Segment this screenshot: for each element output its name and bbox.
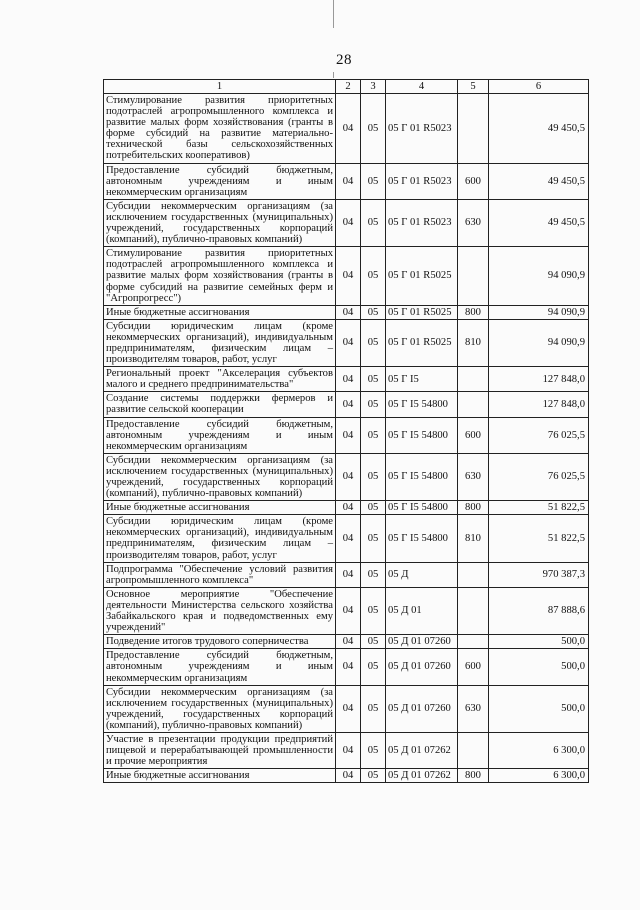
budget-table [103, 79, 589, 783]
row-target-article: 05 Г I5 54800 [386, 417, 458, 453]
row-section-code: 04 [336, 453, 361, 500]
row-amount: 49 450,5 [489, 163, 589, 199]
row-subsection-code: 05 [361, 199, 386, 246]
row-expense-type [458, 247, 489, 305]
table-row [104, 417, 589, 453]
row-section-code: 04 [336, 163, 361, 199]
row-target-article: 05 Д [386, 562, 458, 587]
table-row [104, 769, 589, 783]
row-subsection-code: 05 [361, 587, 386, 634]
row-section-code: 04 [336, 199, 361, 246]
row-amount: 49 450,5 [489, 199, 589, 246]
row-expense-type: 800 [458, 769, 489, 783]
table-body [104, 80, 589, 783]
row-expense-type [458, 562, 489, 587]
row-amount: 94 090,9 [489, 319, 589, 366]
row-expense-type: 800 [458, 305, 489, 319]
row-description: Иные бюджетные ассигнования [104, 769, 336, 783]
row-description: Субсидии некоммерческим организациям (за исключением государственных (муниципальных) учреждений, государственных корпораций (компаний), публично-правовых компаний) [104, 199, 336, 246]
row-section-code: 04 [336, 769, 361, 783]
row-description: Субсидии юридическим лицам (кроме некоммерческих организаций), индивидуальным предпринимателям, физическим лицам – производителям товаров, работ, услуг [104, 319, 336, 366]
row-expense-type [458, 94, 489, 164]
table-row [104, 392, 589, 417]
row-description: Стимулирование развития приоритетных подотраслей агропромышленного комплекса и развитие малых форм хозяйствования (гранты в форме субсидий на развитие семейных ферм и "Агропрогресс") [104, 247, 336, 305]
row-amount: 51 822,5 [489, 501, 589, 515]
row-subsection-code: 05 [361, 247, 386, 305]
row-subsection-code: 05 [361, 305, 386, 319]
row-subsection-code: 05 [361, 367, 386, 392]
table-row [104, 163, 589, 199]
table-row [104, 635, 589, 649]
row-target-article: 05 Г 01 R5025 [386, 247, 458, 305]
row-expense-type [458, 587, 489, 634]
table-row [104, 453, 589, 500]
row-section-code: 04 [336, 562, 361, 587]
row-description: Предоставление субсидий бюджетным, автономным учреждениям и иным некоммерческим организациям [104, 649, 336, 685]
row-amount: 94 090,9 [489, 305, 589, 319]
row-description: Подведение итогов трудового соперничества [104, 635, 336, 649]
row-amount: 51 822,5 [489, 515, 589, 562]
table-header-row [104, 80, 589, 94]
row-amount: 76 025,5 [489, 417, 589, 453]
table-row [104, 199, 589, 246]
table-row [104, 649, 589, 685]
row-section-code: 04 [336, 417, 361, 453]
table-row [104, 732, 589, 768]
row-section-code: 04 [336, 392, 361, 417]
table-row [104, 367, 589, 392]
row-section-code: 04 [336, 305, 361, 319]
row-section-code: 04 [336, 649, 361, 685]
row-target-article: 05 Г I5 54800 [386, 453, 458, 500]
column-header-4: 4 [386, 80, 458, 94]
row-section-code: 04 [336, 635, 361, 649]
row-amount: 127 848,0 [489, 367, 589, 392]
row-expense-type: 630 [458, 453, 489, 500]
row-description: Региональный проект "Акселерация субъектов малого и среднего предпринимательства" [104, 367, 336, 392]
row-subsection-code: 05 [361, 685, 386, 732]
row-amount: 127 848,0 [489, 392, 589, 417]
row-description: Основное мероприятие "Обеспечение деятельности Министерства сельского хозяйства Забайкальского края и подведомственных ему учреждений" [104, 587, 336, 634]
table-row [104, 562, 589, 587]
row-description: Субсидии некоммерческим организациям (за исключением государственных (муниципальных) учреждений, государственных корпораций (компаний), публично-правовых компаний) [104, 453, 336, 500]
row-description: Субсидии юридическим лицам (кроме некоммерческих организаций), индивидуальным предпринимателям, физическим лицам – производителям товаров, работ, услуг [104, 515, 336, 562]
row-amount: 500,0 [489, 685, 589, 732]
row-section-code: 04 [336, 515, 361, 562]
row-description: Участие в презентации продукции предприятий пищевой и перерабатывающей промышленности и прочие мероприятия [104, 732, 336, 768]
row-section-code: 04 [336, 732, 361, 768]
row-section-code: 04 [336, 319, 361, 366]
row-amount: 970 387,3 [489, 562, 589, 587]
table-row [104, 685, 589, 732]
row-subsection-code: 05 [361, 649, 386, 685]
row-target-article: 05 Д 01 07260 [386, 685, 458, 732]
row-subsection-code: 05 [361, 769, 386, 783]
row-description: Субсидии некоммерческим организациям (за исключением государственных (муниципальных) учреждений, государственных корпораций (компаний), публично-правовых компаний) [104, 685, 336, 732]
row-amount: 94 090,9 [489, 247, 589, 305]
row-amount: 76 025,5 [489, 453, 589, 500]
page-number: 28 [336, 52, 352, 68]
table-row [104, 501, 589, 515]
row-target-article: 05 Г I5 54800 [386, 392, 458, 417]
column-header-1: 1 [104, 80, 336, 94]
row-target-article: 05 Д 01 07262 [386, 732, 458, 768]
row-subsection-code: 05 [361, 732, 386, 768]
row-target-article: 05 Г I5 54800 [386, 501, 458, 515]
row-subsection-code: 05 [361, 417, 386, 453]
row-target-article: 05 Д 01 07262 [386, 769, 458, 783]
row-expense-type [458, 732, 489, 768]
table-row [104, 587, 589, 634]
row-description: Подпрограмма "Обеспечение условий развития агропромышленного комплекса" [104, 562, 336, 587]
row-subsection-code: 05 [361, 562, 386, 587]
row-subsection-code: 05 [361, 501, 386, 515]
row-section-code: 04 [336, 367, 361, 392]
table-row [104, 94, 589, 164]
table-row [104, 305, 589, 319]
column-header-5: 5 [458, 80, 489, 94]
binding-mark [333, 72, 334, 78]
row-amount: 6 300,0 [489, 732, 589, 768]
row-target-article: 05 Г I5 [386, 367, 458, 392]
row-description: Создание системы поддержки фермеров и развитие сельской кооперации [104, 392, 336, 417]
row-expense-type: 600 [458, 649, 489, 685]
column-header-3: 3 [361, 80, 386, 94]
row-amount: 49 450,5 [489, 94, 589, 164]
row-target-article: 05 Д 01 07260 [386, 649, 458, 685]
row-expense-type [458, 367, 489, 392]
row-amount: 6 300,0 [489, 769, 589, 783]
row-subsection-code: 05 [361, 392, 386, 417]
row-description: Предоставление субсидий бюджетным, автономным учреждениям и иным некоммерческим организациям [104, 163, 336, 199]
row-expense-type [458, 392, 489, 417]
row-target-article: 05 Г 01 R5023 [386, 163, 458, 199]
row-target-article: 05 Г 01 R5025 [386, 319, 458, 366]
row-expense-type [458, 635, 489, 649]
row-target-article: 05 Д 01 [386, 587, 458, 634]
row-subsection-code: 05 [361, 163, 386, 199]
row-target-article: 05 Г I5 54800 [386, 515, 458, 562]
binding-mark [333, 0, 334, 28]
row-expense-type: 810 [458, 319, 489, 366]
row-description: Предоставление субсидий бюджетным, автономным учреждениям и иным некоммерческим организациям [104, 417, 336, 453]
row-target-article: 05 Г 01 R5023 [386, 94, 458, 164]
row-expense-type: 600 [458, 163, 489, 199]
row-section-code: 04 [336, 247, 361, 305]
row-section-code: 04 [336, 587, 361, 634]
row-target-article: 05 Г 01 R5023 [386, 199, 458, 246]
row-description: Иные бюджетные ассигнования [104, 305, 336, 319]
row-section-code: 04 [336, 685, 361, 732]
column-header-6: 6 [489, 80, 589, 94]
row-target-article: 05 Г 01 R5025 [386, 305, 458, 319]
row-amount: 500,0 [489, 635, 589, 649]
row-section-code: 04 [336, 94, 361, 164]
row-expense-type: 630 [458, 199, 489, 246]
row-amount: 500,0 [489, 649, 589, 685]
row-description: Стимулирование развития приоритетных подотраслей агропромышленного комплекса и развитие малых форм хозяйствования (гранты в форме субсидий на развитие материально-технической базы сельскохозяйственных потребительских кооперативов) [104, 94, 336, 164]
row-subsection-code: 05 [361, 635, 386, 649]
row-expense-type: 630 [458, 685, 489, 732]
row-amount: 87 888,6 [489, 587, 589, 634]
row-expense-type: 600 [458, 417, 489, 453]
row-subsection-code: 05 [361, 453, 386, 500]
table-row [104, 247, 589, 305]
row-subsection-code: 05 [361, 94, 386, 164]
row-target-article: 05 Д 01 07260 [386, 635, 458, 649]
table-row [104, 319, 589, 366]
column-header-2: 2 [336, 80, 361, 94]
row-expense-type: 810 [458, 515, 489, 562]
row-expense-type: 800 [458, 501, 489, 515]
table-row [104, 515, 589, 562]
row-description: Иные бюджетные ассигнования [104, 501, 336, 515]
row-section-code: 04 [336, 501, 361, 515]
row-subsection-code: 05 [361, 515, 386, 562]
row-subsection-code: 05 [361, 319, 386, 366]
